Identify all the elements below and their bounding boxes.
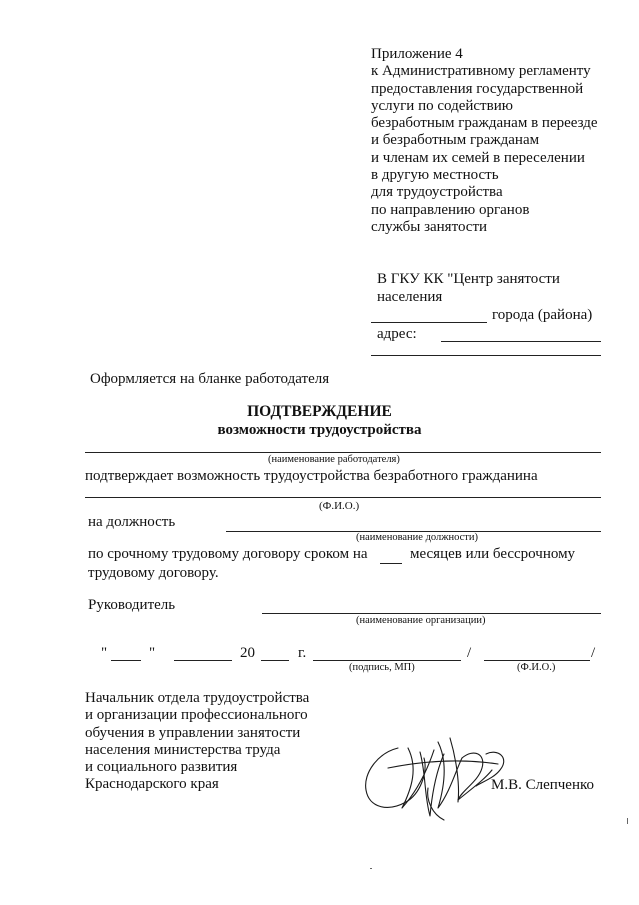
position-label: на должность <box>88 514 176 530</box>
contract-text-part-1: по срочному трудовому договору сроком на <box>88 546 368 562</box>
appendix-line: по направлению органов <box>371 201 530 218</box>
appendix-line: службы занятости <box>371 218 488 235</box>
signature-blank <box>313 660 461 661</box>
signatory-position <box>85 690 309 794</box>
appendix-line: к Административному регламенту <box>371 63 591 80</box>
head-label: Руководитель <box>88 597 176 613</box>
date-day-blank <box>111 660 141 661</box>
employer-name-blank <box>85 452 601 453</box>
date-year-blank <box>261 660 289 661</box>
document-title: ПОДТВЕРЖДЕНИЕ <box>247 403 392 420</box>
fio2-blank <box>484 660 590 661</box>
addressee-city-label: города (района) <box>492 307 593 323</box>
fio-caption: (Ф.И.О.) <box>319 500 360 512</box>
appendix-line: и членам их семей в переселении <box>371 149 585 166</box>
signatory-position-line: и социального развития <box>85 759 238 776</box>
date-year-prefix: 20 <box>240 645 255 661</box>
addressee-address-blank <box>441 341 601 342</box>
organization-blank <box>262 613 601 614</box>
signatory-position-line: Начальник отдела трудоустройства <box>85 690 310 706</box>
contract-text-part-2: месяцев или бессрочному <box>410 546 576 562</box>
appendix-line: безработным гражданам в переезде <box>371 115 598 132</box>
employer-caption: (наименование работодателя) <box>268 454 400 465</box>
addressee-city-blank <box>371 322 487 323</box>
appendix-header <box>371 46 598 236</box>
organization-caption: (наименование организации) <box>356 615 486 626</box>
citizen-fio-blank <box>85 497 601 498</box>
addressee-extra-blank <box>371 355 601 356</box>
date-quote-close: " <box>149 645 156 661</box>
scan-mark <box>627 818 628 824</box>
contract-months-blank <box>380 563 402 564</box>
confirms-text: подтверждает возможность трудоустройства безработного гражданина <box>85 468 538 484</box>
signatory-position-line: обучения в управлении занятости <box>85 724 301 741</box>
signature-caption: (подпись, МП) <box>349 662 415 673</box>
signatory-position-line: населения министерства труда <box>85 741 281 758</box>
addressee-address-label: адрес: <box>377 326 417 342</box>
appendix-line: и безработным гражданам <box>371 132 540 149</box>
contract-text-line-2: трудовому договору. <box>88 565 219 581</box>
signatory-name: М.В. Слепченко <box>491 777 595 793</box>
appendix-line: услуги по содействию <box>371 97 513 114</box>
appendix-line: Приложение 4 <box>371 46 463 62</box>
handwritten-signature <box>358 728 518 828</box>
signatory-position-line: и организации профессионального <box>85 707 308 724</box>
date-year-suffix: г. <box>298 645 307 661</box>
slash-1: / <box>467 645 472 661</box>
appendix-line: предоставления государственной <box>371 80 584 97</box>
scan-mark <box>370 868 372 869</box>
appendix-line: для трудоустройства <box>371 184 503 201</box>
appendix-line: в другую местность <box>371 167 499 184</box>
date-quote-open: " <box>101 645 108 661</box>
date-month-blank <box>174 660 232 661</box>
position-caption: (наименование должности) <box>356 532 479 543</box>
signatory-position-line: Краснодарского края <box>85 776 219 793</box>
fio2-caption: (Ф.И.О.) <box>517 662 556 673</box>
addressee-line-2: населения <box>377 289 443 305</box>
addressee-line-1: В ГКУ КК "Центр занятости <box>377 271 560 287</box>
letterhead-note: Оформляется на бланке работодателя <box>90 371 330 387</box>
document-subtitle: возможности трудоустройства <box>217 422 422 438</box>
slash-2: / <box>591 645 596 661</box>
